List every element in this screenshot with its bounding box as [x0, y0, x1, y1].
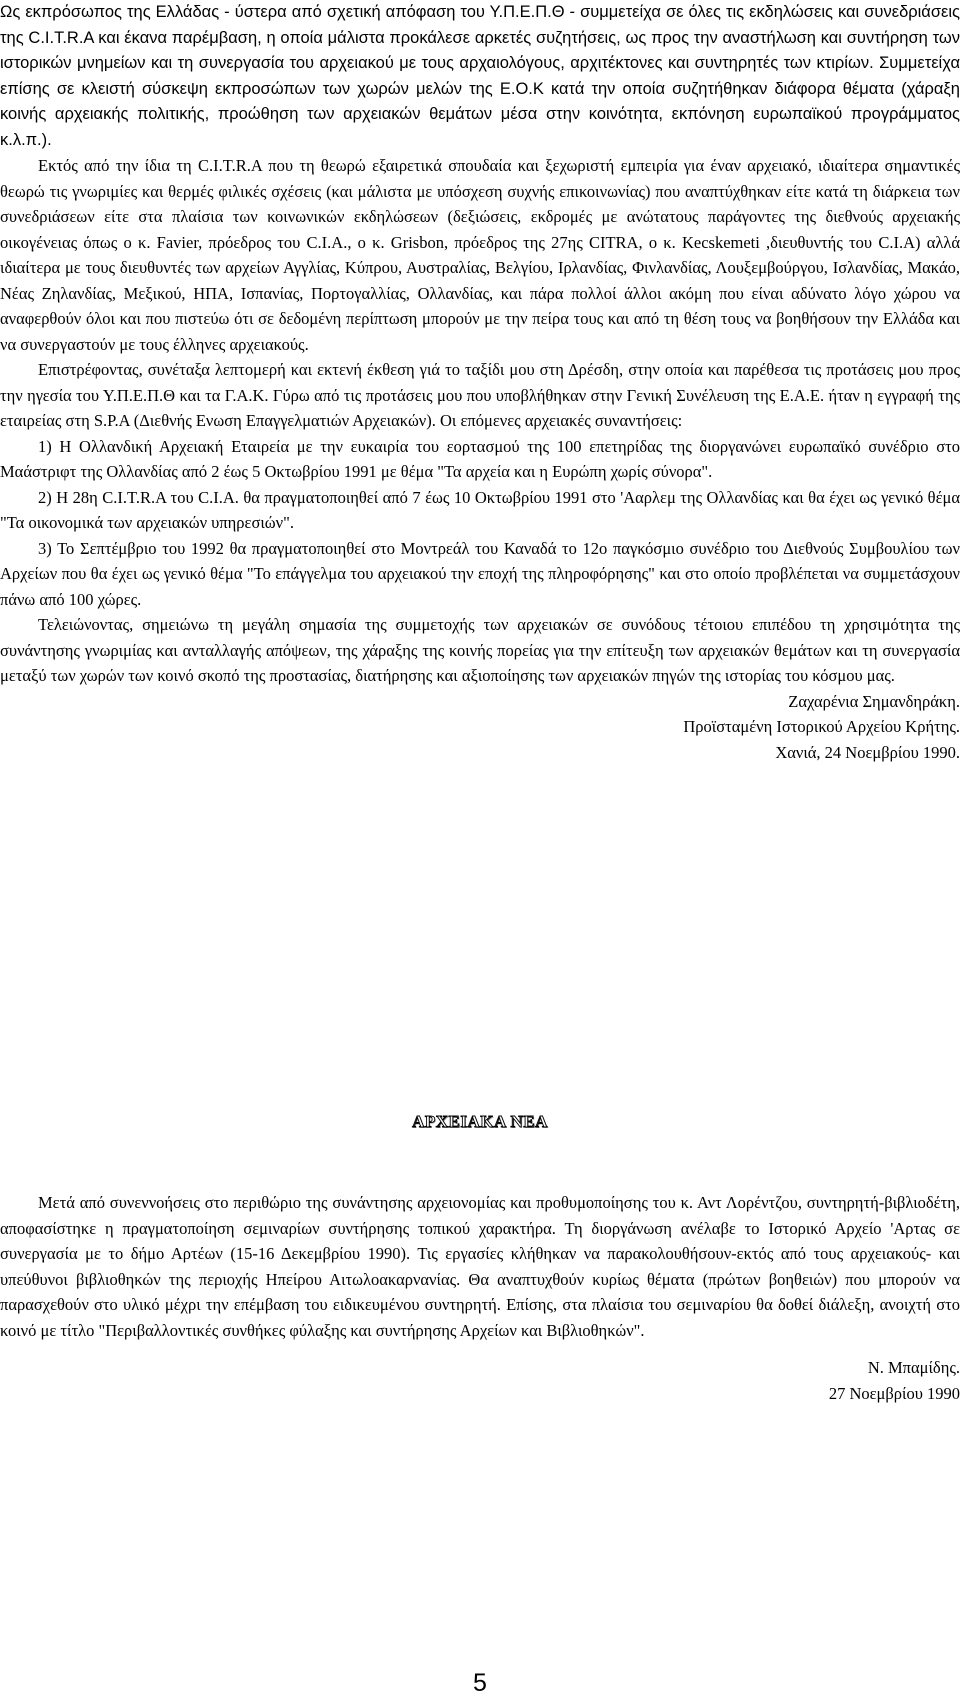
list-item-3: 3) Το Σεπτέμβριο του 1992 θα πραγματοποιηθεί στο Μοντρεάλ του Καναδά το 12ο παγκόσμιο συνέδριο του Διεθνούς Συμβουλίου των Αρχείων που θα έχει ως γενικό θέμα "Το επάγγελμα του αρχειακού την εποχή της πληροφόρησης" και στο οποίο προβλέπεται να συμμετάσχουν πάνω από 100 χώρες.: [0, 538, 960, 609]
section-heading: ΑΡΧΕΙΑΚΑ ΝΕΑ: [412, 1112, 548, 1131]
intro-paragraph: Ως εκπρόσωπος της Ελλάδας - ύστερα από σχετική απόφαση του Υ.Π.Ε.Π.Θ - συμμετείχα σε όλες τις εκδηλώσεις και συνεδριάσεις της C.I.T.R.A και έκανα παρέμβαση, η οποία μάλιστα προκάλεσε αρκετές συζητήσεις, ως προς την αναστήλωση και συντήρηση των ιστορικών μνημείων και τη συνεργασία του αρχειακού με τους αρχαιολόγους, αρχιτέκτονες και συντηρητές των κτιρίων. Συμμετείχα επίσης σε κλειστή σύσκεψη εκπροσώπων των χωρών μελών της Ε.Ο.Κ κατά την οποία συζητήθηκαν διάφορα θέματα (χάραξη κοινής αρχειακής πολιτικής, προώθηση των αρχειακών θεμάτων μέσα στην κοινότητα, εκπόνηση ευρωπαϊκού προγράμματος κ.λ.π.).: [0, 3, 960, 149]
closing-paragraph: Τελειώνοντας, σημειώνω τη μεγάλη σημασία της συμμετοχής των αρχειακών σε συνόδους τέτοιου επιπέδου τη χρησιμότητα της συνάντησης γνωριμίας και ανταλλαγής απόψεων, της χάραξης της κοινής πορείας για την επίτευξη των αρχειακών θεμάτων και τη συνεργασία μεταξύ των χωρών των κοινό σκοπό της προστασίας, διατήρησης και αξιοποίησης των αρχειακών πηγών της ιστορίας του κόσμου μας.: [0, 615, 960, 685]
news-signature-name: Ν. Μπαμίδης.: [867, 1358, 960, 1377]
spacer: [0, 1343, 960, 1355]
list-item-2: 2) Η 28η C.I.T.R.A του C.I.A. θα πραγματοποιηθεί από 7 έως 10 Οκτωβρίου 1991 στο 'Ααρλεμ της Ολλανδίας και θα έχει ως γενικό θέμα "Τα οικονομικά των αρχειακών υπηρεσιών".: [0, 487, 960, 532]
signature-role: Προϊσταμένη Ιστορικού Αρχείου Κρήτης.: [683, 717, 960, 736]
citra-paragraph: Εκτός από την ίδια τη C.I.T.R.A που τη θεωρώ εξαιρετικά σπουδαία και ξεχωριστή εμπειρία για έναν αρχειακό, ιδιαίτερα σημαντικές θεωρώ τις γνωριμίες και θερμές φιλικές σχέσεις (και μάλιστα με υπόσχεση συχνής επικοινωνίας) που αναπτύχθηκαν είτε κατά τη διάρκεια των συνεδριάσεων είτε στα πλαίσια των κοινωνικών εκδηλώσεων (δεξιώσεις, εκδρομές με ανώτατους παράγοντες της διεθνούς αρχειακής οικογένειας όπως ο κ. Favier, πρόεδρος του C.I.A., ο κ. Grisbon, πρόεδρος της 27ης CITRA, ο κ. Kecskemeti ,διευθυντής του C.I.A) αλλά ιδιαίτερα με τους διευθυντές των αρχείων Αγγλίας, Κύπρου, Αυστραλίας, Βελγίου, Ιρλανδίας, Φινλανδίας, Λουξεμβούργου, Ισλανδίας, Μακάο, Νέας Ζηλανδίας, Μεξικού, ΗΠΑ, Ισπανίας, Πορτογαλλίας, Ολλανδίας, και πάρα πολλοί άλλοι ακόμη που είναι αδύνατο λόγο χώρου να αναφερθούν όλοι και που πιστεύω ότι σε δεδομένη περίπτωση μπορούν με την πείρα τους και από τη θέση τους να βοηθήσουν την Ελλάδα και να συνεργαστούν με τους έλληνες αρχειακούς.: [0, 156, 960, 354]
page-number: 5: [473, 1669, 487, 1697]
return-paragraph: Επιστρέφοντας, συνέταξα λεπτομερή και εκτενή έκθεση γιά το ταξίδι μου στη Δρέσδη, στην οποία και παρέθεσα τις προτάσεις μου προς την ηγεσία του Υ.Π.Ε.Π.Θ και τα Γ.Α.Κ. Γύρω από τις προτάσεις μου που υποβλήθηκαν στην Γενική Συνέλευση της Ε.Α.Ε. ήταν η εγγραφή της εταιρείας στη S.P.A (Διεθνής Ενωση Επαγγελματιών Αρχειακών). Οι επόμενες αρχειακές συναντήσεις:: [0, 360, 960, 430]
news-paragraph: Μετά από συνεννοήσεις στο περιθώριο της συνάντησης αρχειονομίας και προθυμοποίησης του κ. Αντ Λορέντζου, συντηρητή-βιβλιοδέτη, αποφασίστηκε η πραγματοποίηση σεμιναρίων συντήρησης τοπικού χαρακτήρα. Τη διοργάνωση ανέλαβε το Ιστορικό Αρχείο 'Αρτας σε συνεργασία με το δήμο Αρτέων (15-16 Δεκεμβρίου 1990). Τις εργασίες κλήθηκαν να παρακολουθήσουν-εκτός από τους αρχειακούς- και υπεύθυνοι βιβλιοθηκών της περιοχής Ηπείρου Αιτωλοακαρνανίας. Θα αναπτυχθούν κυρίως θέματα (πρώτων βοηθειών) που μπορούν να παρασχεθούν στο υλικό μέχρι την επέμβαση του ειδικευμένου συντηρητή. Επίσης, στα πλαίσια του σεμιναρίου θα δοθεί διάλεξη, ανοιχτή στο κοινό με τίτλο "Περιβαλλοντικές συνθήκες φύλαξης και συντήρησης Αρχείων και Βιβλιοθηκών".: [0, 1193, 960, 1340]
news-signature-date: 27 Νοεμβρίου 1990: [828, 1383, 960, 1403]
signature-name: Ζαχαρένια Σημανδηράκη.: [788, 691, 960, 711]
article-continuation: [0, 0, 960, 765]
signature-place-date: Χανιά, 24 Νοεμβρίου 1990.: [775, 742, 960, 762]
news-section: [0, 1190, 960, 1406]
list-item-1: 1) Η Ολλανδική Αρχειακή Εταιρεία με την ευκαιρία του εορτασμού της 100 επετηρίδας της διοργανώνει ευρωπαϊκό συνέδριο στο Μαάστριφτ της Ολλανδίας από 2 έως 5 Οκτωβρίου 1991 με θέμα "Τα αρχεία και η Ευρώπη χωρίς σύνορα".: [0, 436, 960, 481]
